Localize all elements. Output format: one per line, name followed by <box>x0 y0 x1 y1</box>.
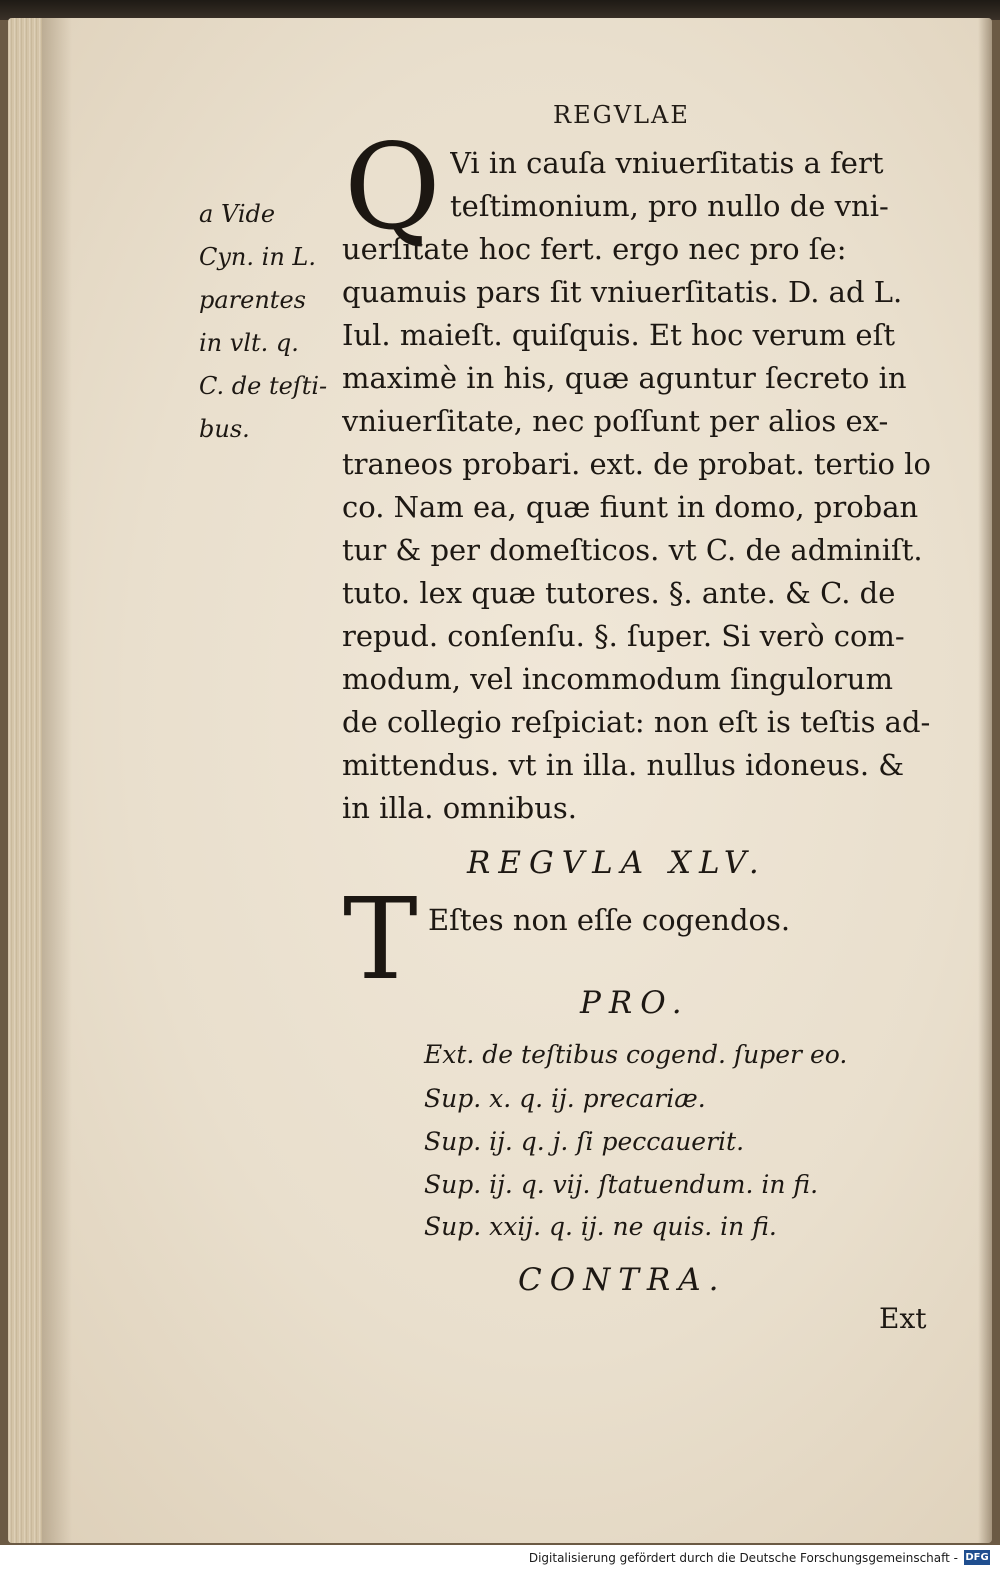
body-line: tur & per domeſticos. vt C. de adminiſt. <box>342 533 923 567</box>
right-edge-shadow <box>978 18 992 1543</box>
running-head: REGVLAE <box>553 101 690 129</box>
body-line: mittendus. vt in illa. nullus idoneus. & <box>342 748 905 782</box>
footer-bar <box>0 1545 1000 1574</box>
body-line: Iul. maieſt. quiſquis. Et hoc verum eſt <box>342 318 895 352</box>
body-line: maximè in his, quæ aguntur ſecreto in <box>342 361 907 395</box>
body-line: teſtimonium, pro nullo de vni- <box>450 189 889 223</box>
body-line: Vi in cauſa vniuerſitatis a fert <box>450 146 884 180</box>
drop-cap-t: T <box>343 875 418 1005</box>
citation-line: Sup. xxij. q. ij. ne quis. in fi. <box>424 1212 777 1241</box>
regula-heading: REGVLA XLV. <box>467 845 767 881</box>
citation-line: Ext. de teſtibus cogend. ſuper eo. <box>424 1040 848 1069</box>
body-line: co. Nam ea, quæ fiunt in domo, proban <box>342 490 919 524</box>
body-line: de collegio reſpiciat: non eſt is teſtis ad- <box>342 705 931 739</box>
body-line: uerſitate hoc fert. ergo nec pro ſe: <box>342 232 847 266</box>
drop-cap-q: Q <box>344 118 441 256</box>
margin-note: a Vide <box>199 200 276 228</box>
body-line: quamuis pars ſit vniuerſitatis. D. ad L. <box>342 275 903 309</box>
dfg-logo: DFG <box>965 1552 989 1563</box>
body-line: modum, vel incommodum ſingulorum <box>342 662 893 696</box>
citation-line: Sup. ij. q. vij. ſtatuendum. in fi. <box>424 1170 819 1199</box>
body-line: tuto. lex quæ tutores. §. ante. & C. de <box>342 576 896 610</box>
body-line: traneos probari. ext. de probat. tertio lo <box>342 447 931 481</box>
margin-note: parentes <box>199 286 306 314</box>
catchword: Ext <box>879 1302 927 1335</box>
citation-line: Sup. x. q. ij. precariæ. <box>424 1084 706 1113</box>
margin-note: bus. <box>199 415 250 443</box>
body-line: vniuerſitate, nec poſſunt per alios ex- <box>342 404 889 438</box>
margin-note: C. de teſti- <box>199 372 328 400</box>
margin-note: in vlt. q. <box>199 329 299 357</box>
regula-text: Eſtes non eſſe cogendos. <box>428 903 791 937</box>
contra-heading: CONTRA. <box>518 1262 727 1298</box>
citation-line: Sup. ij. q. j. ſi peccauerit. <box>424 1127 745 1156</box>
body-line: in illa. omnibus. <box>342 791 577 825</box>
funding-credit: Digitalisierung gefördert durch die Deutsche Forschungsgemeinschaft - <box>528 1551 958 1565</box>
page-edges <box>8 18 42 1543</box>
gutter-shadow <box>42 18 72 1543</box>
margin-note: Cyn. in L. <box>199 243 316 271</box>
pro-heading: PRO. <box>580 985 690 1021</box>
scan-top-edge <box>0 0 1000 20</box>
body-line: repud. conſenſu. §. ſuper. Si verò com- <box>342 619 905 653</box>
